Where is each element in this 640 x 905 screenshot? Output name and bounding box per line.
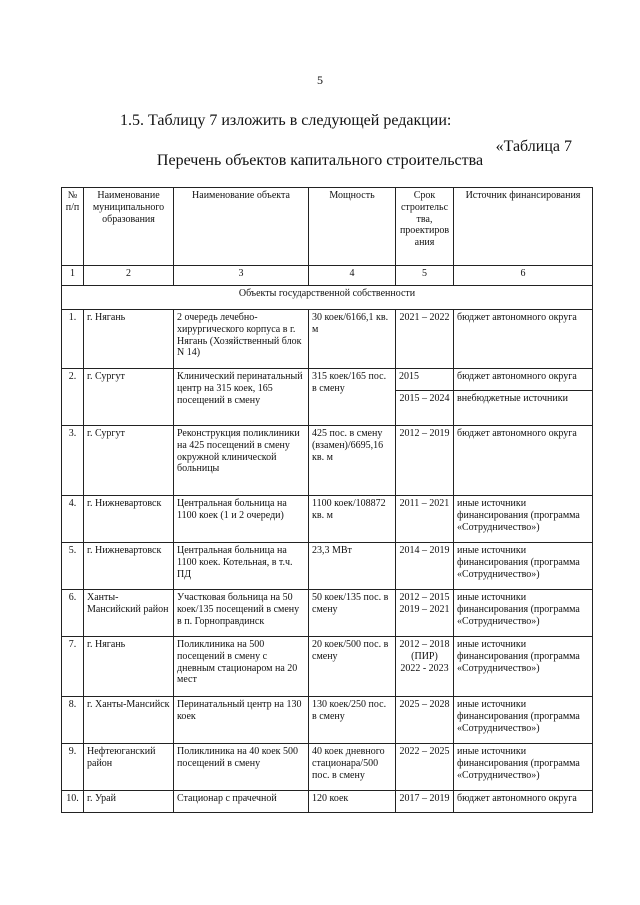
- object-cell: Реконструкция поликлиники на 425 посещений в смену окружной клинической больницы: [174, 426, 309, 496]
- capacity-cell: 23,3 МВт: [309, 543, 396, 590]
- source-cell: иные источники финансирования (программа «Сотрудничество»): [454, 744, 593, 791]
- municipality-cell: г. Нягань: [84, 310, 174, 369]
- source-cell: иные источники финансирования (программа «Сотрудничество»): [454, 543, 593, 590]
- term-cell: 2012 – 2018 (ПИР) 2022 - 2023: [396, 637, 454, 697]
- header-term: Срок строительс тва, проектиров ания: [396, 188, 454, 266]
- table-row: [62, 369, 593, 391]
- source-cell: иные источники финансирования (программа «Сотрудничество»): [454, 697, 593, 744]
- municipality-cell: г. Нижневартовск: [84, 496, 174, 543]
- capacity-cell: 30 коек/6166,1 кв. м: [309, 310, 396, 369]
- row-number: 7.: [62, 637, 84, 697]
- table-row: [62, 590, 593, 637]
- municipality-cell: г. Урай: [84, 791, 174, 813]
- term-cell: 2014 – 2019: [396, 543, 454, 590]
- object-cell: 2 очередь лечебно-хирургического корпуса в г. Нягань (Хозяйственный блок N 14): [174, 310, 309, 369]
- source-cell: иные источники финансирования (программа «Сотрудничество»): [454, 637, 593, 697]
- object-cell: Центральная больница на 1100 коек. Котельная, в т.ч. ПД: [174, 543, 309, 590]
- section-title: Объекты государственной собственности: [62, 286, 593, 310]
- table-label: «Таблица 7: [495, 138, 572, 155]
- term-cell: 2012 – 2015 2019 – 2021: [396, 590, 454, 637]
- row-number: 9.: [62, 744, 84, 791]
- table-row: [62, 496, 593, 543]
- term-cell: 2017 – 2019: [396, 791, 454, 813]
- municipality-cell: г. Сургут: [84, 426, 174, 496]
- objects-table: [61, 187, 593, 813]
- term-cell: 2025 – 2028: [396, 697, 454, 744]
- municipality-cell: Нефтеюганский район: [84, 744, 174, 791]
- table-row: [62, 310, 593, 369]
- source-cell: бюджет автономного округа: [454, 310, 593, 369]
- source-cell: бюджет автономного округа: [454, 791, 593, 813]
- header-num: № п/п: [62, 188, 84, 266]
- row-number: 2.: [62, 369, 84, 426]
- intro-paragraph: 1.5. Таблицу 7 изложить в следующей редакции:: [120, 112, 452, 129]
- col-number: 5: [396, 266, 454, 286]
- capacity-cell: 20 коек/500 пос. в смену: [309, 637, 396, 697]
- capacity-cell: 315 коек/165 пос. в смену: [309, 369, 396, 426]
- table-row: [62, 426, 593, 496]
- object-cell: Перинатальный центр на 130 коек: [174, 697, 309, 744]
- municipality-cell: г. Сургут: [84, 369, 174, 426]
- header-object: Наименование объекта: [174, 188, 309, 266]
- col-number: 6: [454, 266, 593, 286]
- source-cell: внебюджетные источники: [454, 391, 593, 426]
- header-municipality: Наименование муниципального образования: [84, 188, 174, 266]
- municipality-cell: Ханты-Мансийский район: [84, 590, 174, 637]
- term-cell: 2022 – 2025: [396, 744, 454, 791]
- header-capacity: Мощность: [309, 188, 396, 266]
- row-number: 6.: [62, 590, 84, 637]
- col-number: 2: [84, 266, 174, 286]
- source-cell: иные источники финансирования (программа «Сотрудничество»): [454, 590, 593, 637]
- object-cell: Поликлиника на 500 посещений в смену с дневным стационаром на 20 мест: [174, 637, 309, 697]
- object-cell: Поликлиника на 40 коек 500 посещений в смену: [174, 744, 309, 791]
- table-title: Перечень объектов капитального строительства: [156, 152, 484, 169]
- table-row: [62, 744, 593, 791]
- capacity-cell: 1100 коек/108872 кв. м: [309, 496, 396, 543]
- header-source: Источник финансирования: [454, 188, 593, 266]
- table-row: [62, 697, 593, 744]
- table-row: [62, 543, 593, 590]
- header-row: [62, 188, 593, 266]
- object-cell: Центральная больница на 1100 коек (1 и 2 очереди): [174, 496, 309, 543]
- capacity-cell: 40 коек дневного стационара/500 пос. в смену: [309, 744, 396, 791]
- row-number: 10.: [62, 791, 84, 813]
- row-number: 4.: [62, 496, 84, 543]
- row-number: 5.: [62, 543, 84, 590]
- page-number: 5: [317, 73, 323, 87]
- table-row: [62, 637, 593, 697]
- term-cell: 2015 – 2024: [396, 391, 454, 426]
- row-number: 1.: [62, 310, 84, 369]
- term-cell: 2021 – 2022: [396, 310, 454, 369]
- term-cell: 2011 – 2021: [396, 496, 454, 543]
- capacity-cell: 50 коек/135 пос. в смену: [309, 590, 396, 637]
- municipality-cell: г. Нягань: [84, 637, 174, 697]
- source-cell: бюджет автономного округа: [454, 369, 593, 391]
- row-number: 8.: [62, 697, 84, 744]
- col-number: 3: [174, 266, 309, 286]
- table-row: [62, 791, 593, 813]
- capacity-cell: 425 пос. в смену (взамен)/6695,16 кв. м: [309, 426, 396, 496]
- municipality-cell: г. Ханты-Мансийск: [84, 697, 174, 744]
- capacity-cell: 120 коек: [309, 791, 396, 813]
- term-cell: 2012 – 2019: [396, 426, 454, 496]
- source-cell: иные источники финансирования (программа «Сотрудничество»): [454, 496, 593, 543]
- section-row: [62, 286, 593, 310]
- term-cell: 2015: [396, 369, 454, 391]
- row-number: 3.: [62, 426, 84, 496]
- capacity-cell: 130 коек/250 пос. в смену: [309, 697, 396, 744]
- object-cell: Клинический перинатальный центр на 315 коек, 165 посещений в смену: [174, 369, 309, 426]
- object-cell: Стационар с прачечной: [174, 791, 309, 813]
- col-number: 1: [62, 266, 84, 286]
- object-cell: Участковая больница на 50 коек/135 посещений в смену в п. Горноправдинск: [174, 590, 309, 637]
- col-number: 4: [309, 266, 396, 286]
- municipality-cell: г. Нижневартовск: [84, 543, 174, 590]
- source-cell: бюджет автономного округа: [454, 426, 593, 496]
- column-number-row: [62, 266, 593, 286]
